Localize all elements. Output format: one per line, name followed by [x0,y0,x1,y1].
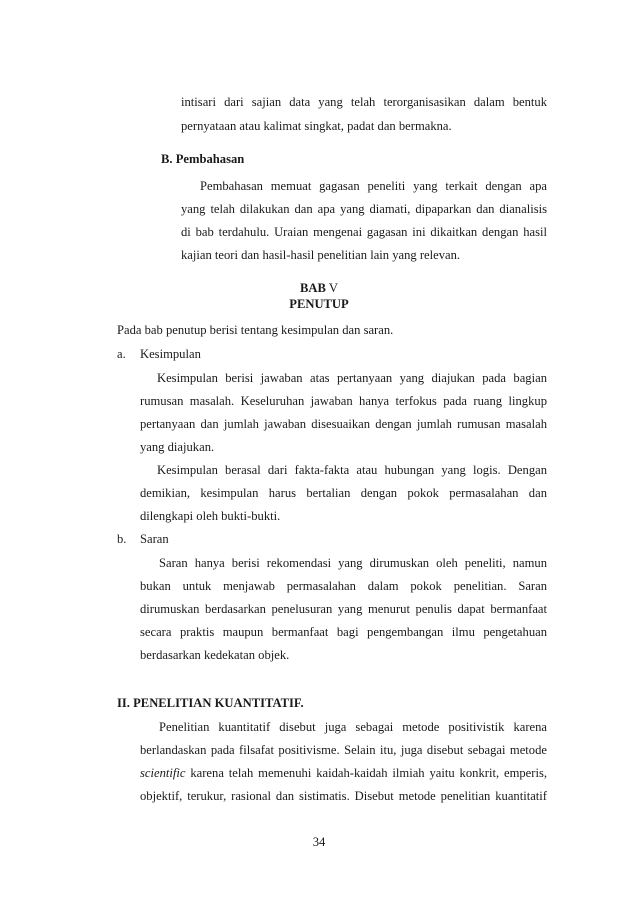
chapter-roman: V [325,281,338,295]
section-heading: B. Pembahasan [161,152,245,166]
text-line: Kesimpulan berisi jawaban atas pertanyaan yang diajukan pada bagian [157,371,547,385]
subsection-heading: Saran [140,532,169,546]
list-label: b. [117,532,127,546]
text-line: rumusan masalah. Keseluruhan jawaban hanya terfokus pada ruang lingkup [140,394,547,408]
text-line-wrap [140,624,547,640]
subsection-heading: Kesimpulan [140,347,201,361]
text-line-wrap [140,393,547,409]
text-line-wrap [140,601,547,617]
text-line-wrap [181,201,547,217]
text-line: pernyataan atau kalimat singkat, padat dan bermakna. [181,119,452,133]
text-line: intisari dari sajian data yang telah terorganisasikan dalam bentuk [181,95,547,109]
text-line: secara praktis maupun bermanfaat bagi pengembangan ilmu pengetahuan [140,625,547,639]
text-line: dirumuskan berdasarkan penelusuran yang menurut penulis dapat bermanfaat [140,602,547,616]
text-line: bukan untuk menjawab permasalahan dalam pokok penelitian. Saran [140,579,547,593]
text-line-wrap [140,416,547,432]
text-line-wrap [140,578,547,594]
text-line-wrap [159,719,547,735]
text-line: demikian, kesimpulan harus bertalian dengan pokok permasalahan dan [140,486,547,500]
text-line: dilengkapi oleh bukti-bukti. [140,509,281,523]
text-line [140,765,547,781]
chapter-number [0,280,638,296]
chapter-title: PENUTUP [289,297,349,311]
page-number: 34 [312,835,326,849]
section-b-paragraph [200,178,547,194]
text-line: yang telah dilakukan dan apa yang diamati, dipaparkan dan dianalisis [181,202,547,216]
text-line: Kesimpulan berasal dari fakta-fakta atau hubungan yang logis. Dengan [157,463,547,477]
text-line-wrap [181,224,547,240]
chapter-label: BAB [300,281,326,295]
text-line: Saran hanya berisi rekomendasi yang dirumuskan oleh peneliti, namun [159,556,547,570]
text-line: Penelitian kuantitatif disebut juga sebagai metode positivistik karena [159,720,547,734]
text-line-wrap [140,765,547,781]
text-line: yang diajukan. [140,440,215,454]
italic-term: scientific [140,766,186,780]
text-line: pertanyaan dan jumlah jawaban disesuaikan dengan jumlah rumusan masalah [140,417,547,431]
text-line-wrap [157,370,547,386]
text-line-wrap [140,742,547,758]
text-line: Pada bab penutup berisi tentang kesimpulan dan saran. [117,323,394,337]
text-line-wrap [157,462,547,478]
text-line-wrap [140,788,547,804]
text-line: berdasarkan kedekatan objek. [140,648,290,662]
text-line: di bab terdahulu. Uraian mengenai gagasan ini dikaitkan dengan hasil [181,225,547,239]
list-label: a. [117,347,126,361]
text-line-wrap [159,555,547,571]
text-line: objektif, terukur, rasional dan sistimatis. Disebut metode penelitian kuantitatif [140,789,547,803]
section-heading: II. PENELITIAN KUANTITATIF. [117,696,304,710]
text-line: Pembahasan memuat gagasan peneliti yang terkait dengan apa [200,179,547,193]
text-line: berlandaskan pada filsafat positivisme. Selain itu, juga disebut sebagai metode [140,743,547,757]
text-fragment: karena telah memenuhi kaidah-kaidah ilmiah yaitu konkrit, emperis, [185,766,547,780]
text-line: kajian teori dan hasil-hasil penelitian lain yang relevan. [181,248,461,262]
text-line-wrap [140,485,547,501]
intro-paragraph [181,94,547,110]
